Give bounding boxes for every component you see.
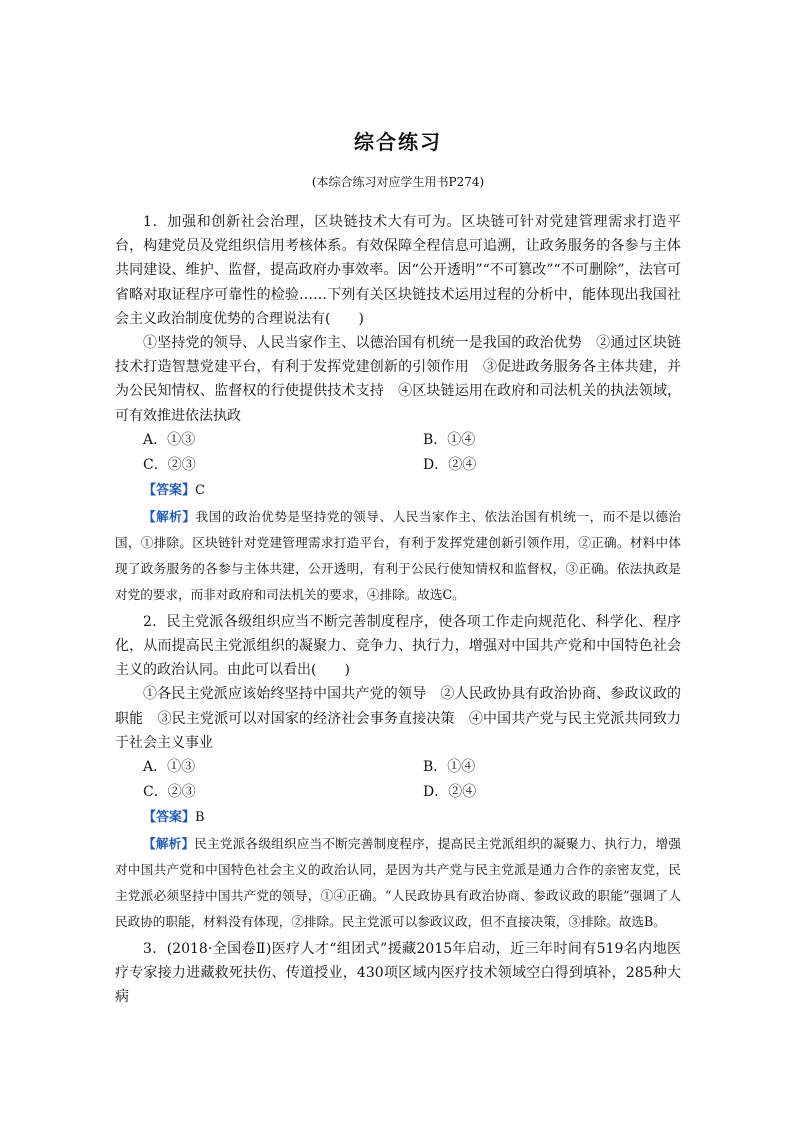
answer-line [115,478,681,504]
answer-value: B [195,810,205,826]
answer-label: 【答案】 [143,810,196,826]
analysis-label: 【解析】 [143,836,195,852]
analysis-text: 我国的政治优势是坚持党的领导、人民当家作主、依法治国有机统一，而不是以德治国，①排除。区块链针对党建管理需求打造平台，有利于发挥党建创新引领作用，②正确。材料中体现了政务服务的各参与主体共建，公开透明，有利于公民行使知情权和监督权，③正确。依法执政是对党的要求，而非对政府和司法机关的要求，④排除。故选C。 [115,508,682,602]
question-3 [115,937,681,1010]
answer-label: 【答案】 [143,482,196,498]
question-stem: 1．加强和创新社会治理，区块链技术大有可为。区块链可针对党建管理需求打造平台，构建党员及党组织信用考核体系。有效保障全程信息可追溯，让政务服务的各参与主体共同建设、维护、监督，提高政府办事效率。因“公开透明”“不可篡改”“不可删除”，法官可省略对取证程序可靠性的检验……下列有关区块链技术运用过程的分析中，能体现出我国社会主义政治制度优势的合理说法有( ) [115,214,681,327]
question-2 [115,610,681,935]
choice-a: A．①③ [143,431,196,448]
choice-a: A．①③ [143,759,196,776]
question-statements: ①各民主党派应该始终坚持中国共产党的领导 ②人民政协具有政治协商、参政议政的职能 ③民主党派可以对国家的经济社会事务直接决策 ④中国共产党与民主党派共同致力于社会主义事业 [115,686,681,751]
page-title: 综合练习 [354,130,442,154]
answer-line [115,805,681,831]
answer-value: C [195,482,205,498]
choice-b: B．①④ [423,431,476,448]
question-1 [115,210,681,608]
choice-d: D．②④ [423,784,477,801]
choice-d: D．②④ [423,456,477,473]
page-subtitle: (本综合练习对应学生用书P274) [311,175,485,189]
question-statements: ①坚持党的领导、人民当家作主、以德治国有机统一是我国的政治优势 ②通过区块链技术打造智慧党建平台，有利于发挥党建创新的引领作用 ③促进政务服务各主体共建，并为公民知情权、监督权的行使提供技术支持 ④区块链运用在政府和司法机关的执法领域，可有效推进依法执政 [115,335,681,424]
analysis-block [115,504,681,608]
document-page [115,120,681,1010]
question-stem: 3．(2018·全国卷Ⅱ)医疗人才“组团式”援藏2015年启动，近三年时间有519名内地医疗专家接力进藏救死扶伤、传道授业，430项区域内医疗技术领域空白得到填补，285种大病 [115,941,681,1006]
choice-list [115,755,681,805]
choice-b: B．①④ [423,759,476,776]
analysis-block [115,831,681,935]
choice-c: C．②③ [143,456,196,473]
analysis-text: 民主党派各级组织应当不断完善制度程序，提高民主党派组织的凝聚力、执行力，增强对中国共产党和中国特色社会主义的政治认同，是因为共产党与民主党派是通力合作的亲密友党，民主党派必须坚持中国共产党的领导，①④正确。“人民政协具有政治协商、参政议政的职能”强调了人民政协的职能，材料没有体现，②排除。民主党派可以参政议政，但不直接决策，③排除。故选B。 [115,836,682,930]
analysis-label: 【解析】 [143,508,196,524]
choice-c: C．②③ [143,784,196,801]
choice-list [115,428,681,478]
question-stem: 2．民主党派各级组织应当不断完善制度程序，使各项工作走向规范化、科学化、程序化，从而提高民主党派组织的凝聚力、竞争力、执行力，增强对中国共产党和中国特色社会主义的政治认同。由此可以看出( ) [115,613,681,679]
